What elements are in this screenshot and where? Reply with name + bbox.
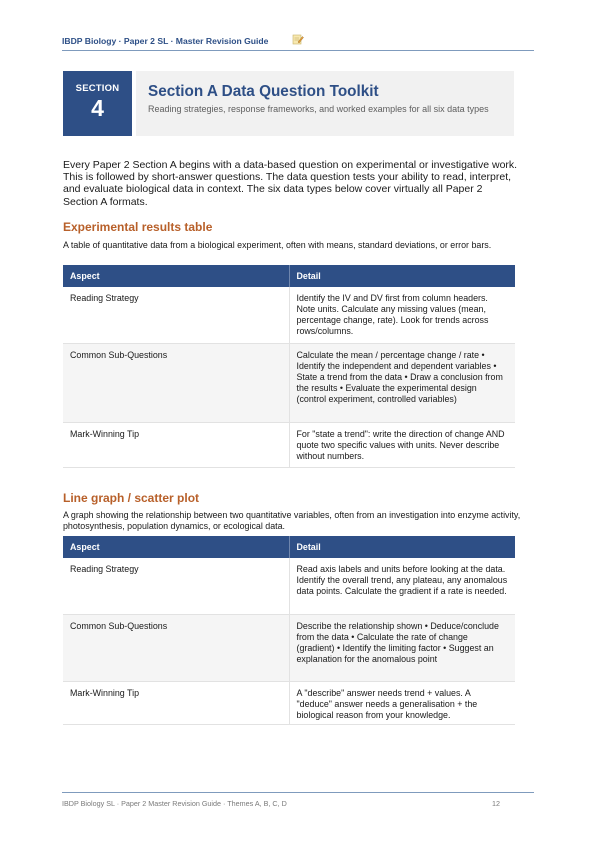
block-description: A graph showing the relationship between two quantitative variables, often from an investigation into enzyme activity, photosynthesis, population dynamics, or ecological data.	[63, 510, 521, 531]
section-number: 4	[91, 95, 104, 121]
pencil-note-icon	[292, 33, 304, 45]
page-header	[62, 34, 534, 51]
table-row	[63, 343, 515, 422]
aspect-cell: Reading Strategy	[63, 287, 289, 343]
block-heading: Line graph / scatter plot	[63, 491, 200, 505]
data-table	[63, 265, 515, 468]
section-label: SECTION	[75, 83, 120, 94]
detail-cell: Identify the IV and DV first from column headers. Note units. Calculate any missing values (mean, percentage change, rate). Look for trends across rows/columns.	[289, 287, 515, 343]
column-header: Detail	[289, 536, 515, 558]
aspect-cell: Common Sub-Questions	[63, 343, 289, 422]
table-row	[63, 681, 515, 724]
detail-cell: Read axis labels and units before looking at the data. Identify the overall trend, any plateau, any anomalous data points. Calculate the gradient if a rate is needed.	[289, 558, 515, 614]
intro-paragraph: Every Paper 2 Section A begins with a data-based question on experimental or investigative work. This is followed by short-answer questions. The data question tests your ability to read, interpret, and evaluate biological data in context. The six data types below cover virtually all Paper 2 Section A formats.	[63, 159, 518, 208]
detail-cell: A "describe" answer needs trend + values. A "deduce" answer needs a generalisation + the biological reason from your knowledge.	[289, 681, 515, 724]
detail-cell: Calculate the mean / percentage change / rate • Identify the independent and dependent variables • State a trend from the data • Draw a conclusion from the results • Evaluate the experimental design (control experiment, controlled variables)	[289, 343, 515, 422]
aspect-cell: Mark-Winning Tip	[63, 422, 289, 467]
block-description: A table of quantitative data from a biological experiment, often with means, standard deviations, or error bars.	[63, 240, 492, 250]
page-footer	[62, 792, 534, 808]
block-heading: Experimental results table	[63, 220, 213, 234]
table-row	[63, 614, 515, 681]
table-row	[63, 422, 515, 467]
section-number-badge	[63, 71, 132, 136]
detail-cell: For "state a trend": write the direction of change AND quote two specific values with units. Never describe without numbers.	[289, 422, 515, 467]
table-header-row	[63, 536, 515, 558]
table-row	[63, 558, 515, 614]
footer-text: IBDP Biology SL · Paper 2 Master Revision Guide · Themes A, B, C, D	[62, 799, 287, 808]
table-header-row	[63, 265, 515, 287]
column-header: Aspect	[63, 536, 289, 558]
header-title: IBDP Biology · Paper 2 SL · Master Revision Guide	[62, 36, 269, 46]
data-table	[63, 536, 515, 725]
page-number: 12	[492, 799, 500, 808]
detail-cell: Describe the relationship shown • Deduce/conclude from the data • Calculate the rate of change (gradient) • Identify the limiting factor • Suggest an explanation for the anomalous point	[289, 614, 515, 681]
column-header: Detail	[289, 265, 515, 287]
section-title: Section A Data Question Toolkit	[148, 83, 379, 100]
table-row	[63, 287, 515, 343]
aspect-cell: Mark-Winning Tip	[63, 681, 289, 724]
column-header: Aspect	[63, 265, 289, 287]
aspect-cell: Common Sub-Questions	[63, 614, 289, 681]
aspect-cell: Reading Strategy	[63, 558, 289, 614]
section-subtitle: Reading strategies, response frameworks, and worked examples for all six data types	[148, 104, 489, 114]
